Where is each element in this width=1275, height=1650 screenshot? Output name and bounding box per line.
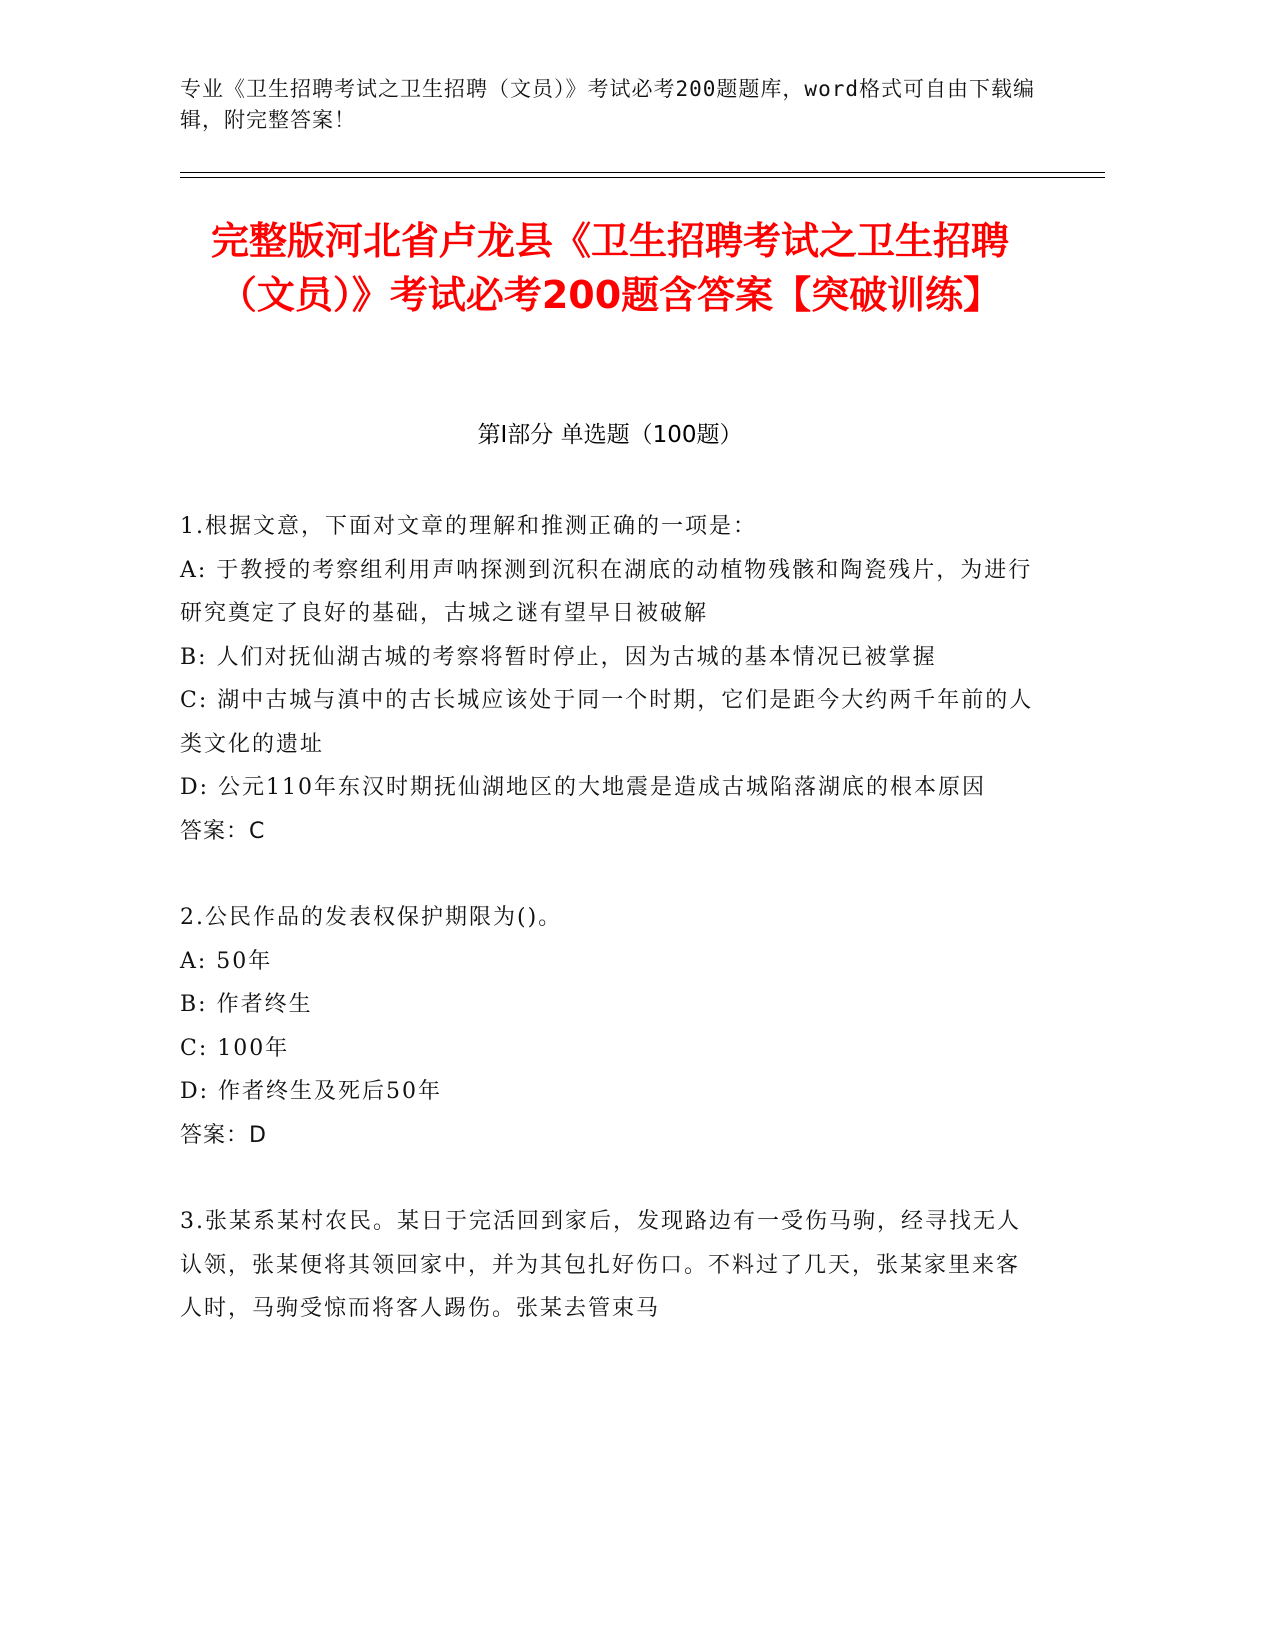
document-title: 完整版河北省卢龙县《卫生招聘考试之卫生招聘（文员）》考试必考200题含答案【突破训练】 xyxy=(210,219,1009,317)
option-a: A: 50年 xyxy=(180,948,273,974)
header-divider-top xyxy=(180,172,1105,173)
option-a: A: 于教授的考察组利用声呐探测到沉积在湖底的动植物残骸和陶瓷残片，为进行研究奠定了良好的基础，古城之谜有望早日被破解 xyxy=(180,557,1033,626)
option-d: D: 公元110年东汉时期抚仙湖地区的大地震是造成古城陷落湖底的根本原因 xyxy=(180,775,987,800)
header-divider-bottom xyxy=(180,177,1105,178)
option-c: C: 100年 xyxy=(180,1035,290,1061)
question-stem: 2.公民作品的发表权保护期限为()。 xyxy=(180,905,563,930)
question-stem: 1.根据文意，下面对文章的理解和推测正确的一项是： xyxy=(180,514,757,539)
option-c: C: 湖中古城与滇中的古长城应该处于同一个时期，它们是距今大约两千年前的人类文化的遗址 xyxy=(180,688,1034,757)
answer-line: 答案：C xyxy=(180,818,266,844)
option-b: B: 作者终生 xyxy=(180,992,313,1017)
question-3 xyxy=(180,1200,1040,1331)
question-1 xyxy=(180,505,1040,853)
question-list xyxy=(180,505,1040,1331)
question-2 xyxy=(180,896,1040,1157)
question-stem: 3.张某系某村农民。某日于完活回到家后，发现路边有一受伤马驹，经寻找无人认领，张某便将其领回家中，并为其包扎好伤口。不料过了几天，张某家里来客人时，马驹受惊而将客人踢伤。张某去管束马 xyxy=(180,1209,1021,1321)
option-b: B: 人们对抚仙湖古城的考察将暂时停止，因为古城的基本情况已被掌握 xyxy=(180,644,937,670)
header-note: 专业《卫生招聘考试之卫生招聘（文员）》考试必考200题题库，word格式可自由下载编辑，附完整答案！ xyxy=(180,77,1035,132)
option-d: D: 作者终生及死后50年 xyxy=(180,1079,443,1104)
answer-line: 答案：D xyxy=(180,1122,267,1148)
section-title: 第I部分 单选题（100题） xyxy=(477,422,743,448)
